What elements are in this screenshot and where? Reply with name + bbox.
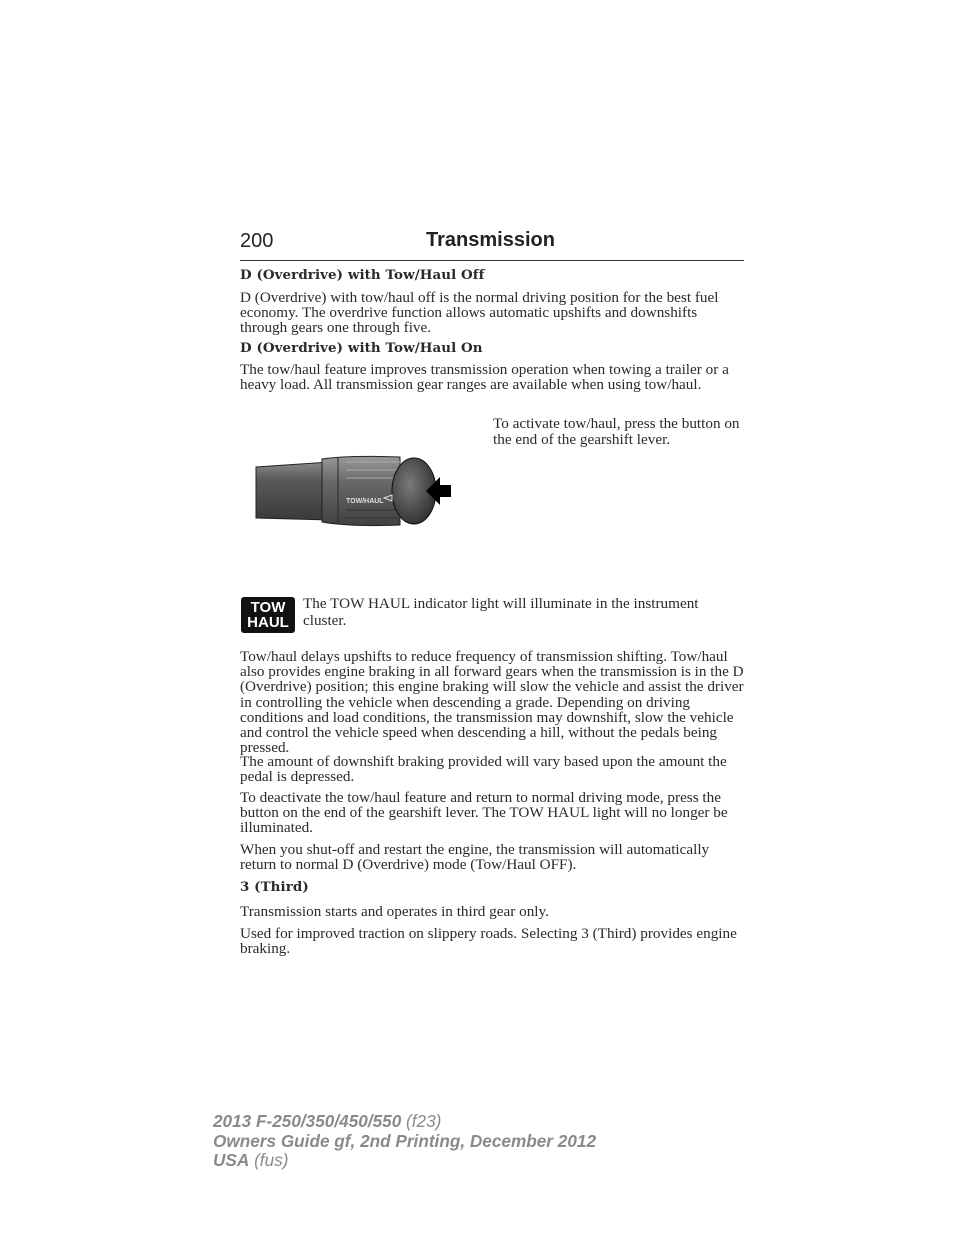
footer-region: USA bbox=[213, 1150, 250, 1170]
paragraph-restart: When you shut-off and restart the engine, the transmission will automatically return to normal D (Overdrive) mode (Tow/Haul OFF). bbox=[240, 841, 710, 874]
section-heading-overdrive-on: D (Overdrive) with Tow/Haul On bbox=[240, 340, 483, 356]
tow-label: TOW bbox=[250, 599, 286, 616]
footer-region-line bbox=[213, 1151, 596, 1171]
footer-model-line bbox=[213, 1112, 596, 1132]
paragraph-overdrive-off: D (Overdrive) with tow/haul off is the normal driving position for the best fuel economy. The overdrive function allows automatic upshifts and downshifts through gears one through five. bbox=[240, 289, 719, 337]
page-title: Transmission bbox=[426, 229, 555, 251]
paragraph-activate: To activate tow/haul, press the button on the end of the gearshift lever. bbox=[493, 415, 740, 448]
haul-label: HAUL bbox=[247, 614, 289, 631]
page-header bbox=[240, 228, 744, 261]
paragraph-delay-2: The amount of downshift braking provided will vary based upon the amount the pedal is depressed. bbox=[240, 753, 727, 786]
footer-guide: Owners Guide gf, 2nd Printing, December 2012 bbox=[213, 1130, 597, 1151]
paragraph-indicator: The TOW HAUL indicator light will illuminate in the instrument cluster. bbox=[303, 595, 699, 629]
tow-haul-figure-label: TOW/HAUL bbox=[346, 498, 384, 505]
paragraph-deactivate: To deactivate the tow/haul feature and return to normal driving mode, press the button on the end of the gearshift lever. The TOW HAUL light will no longer be illuminated. bbox=[240, 789, 728, 837]
section-heading-third: 3 (Third) bbox=[240, 879, 309, 895]
paragraph-third-1: Transmission starts and operates in third gear only. bbox=[240, 903, 549, 920]
paragraph-third-2: Used for improved traction on slippery roads. Selecting 3 (Third) provides engine braking. bbox=[240, 925, 737, 958]
footer-model-code: (f23) bbox=[401, 1111, 442, 1131]
gearshift-lever-illustration bbox=[250, 452, 456, 532]
paragraph-overdrive-on: The tow/haul feature improves transmission operation when towing a trailer or a heavy load. All transmission gear ranges are available when using tow/haul. bbox=[240, 361, 729, 394]
tow-haul-indicator-icon bbox=[241, 597, 295, 633]
paragraph-delay-1: Tow/haul delays upshifts to reduce frequency of transmission shifting. Tow/haul also provides engine braking in all forward gears when the transmission is in the D (Overdrive) position; this engine braking will slow the vehicle and assist the driver in controlling the vehicle when descending a grade. Depending on driving conditions and load conditions, the transmission may downshift, slow the vehicle and control the vehicle speed when descending a hill, without the pedals being pressed. bbox=[240, 648, 744, 757]
gearshift-lever-image bbox=[250, 452, 456, 532]
page-footer bbox=[213, 1112, 596, 1171]
footer-region-code: (fus) bbox=[249, 1150, 289, 1170]
footer-model: 2013 F-250/350/450/550 bbox=[213, 1111, 402, 1131]
page-number: 200 bbox=[240, 230, 274, 252]
section-heading-overdrive-off: D (Overdrive) with Tow/Haul Off bbox=[240, 267, 485, 283]
